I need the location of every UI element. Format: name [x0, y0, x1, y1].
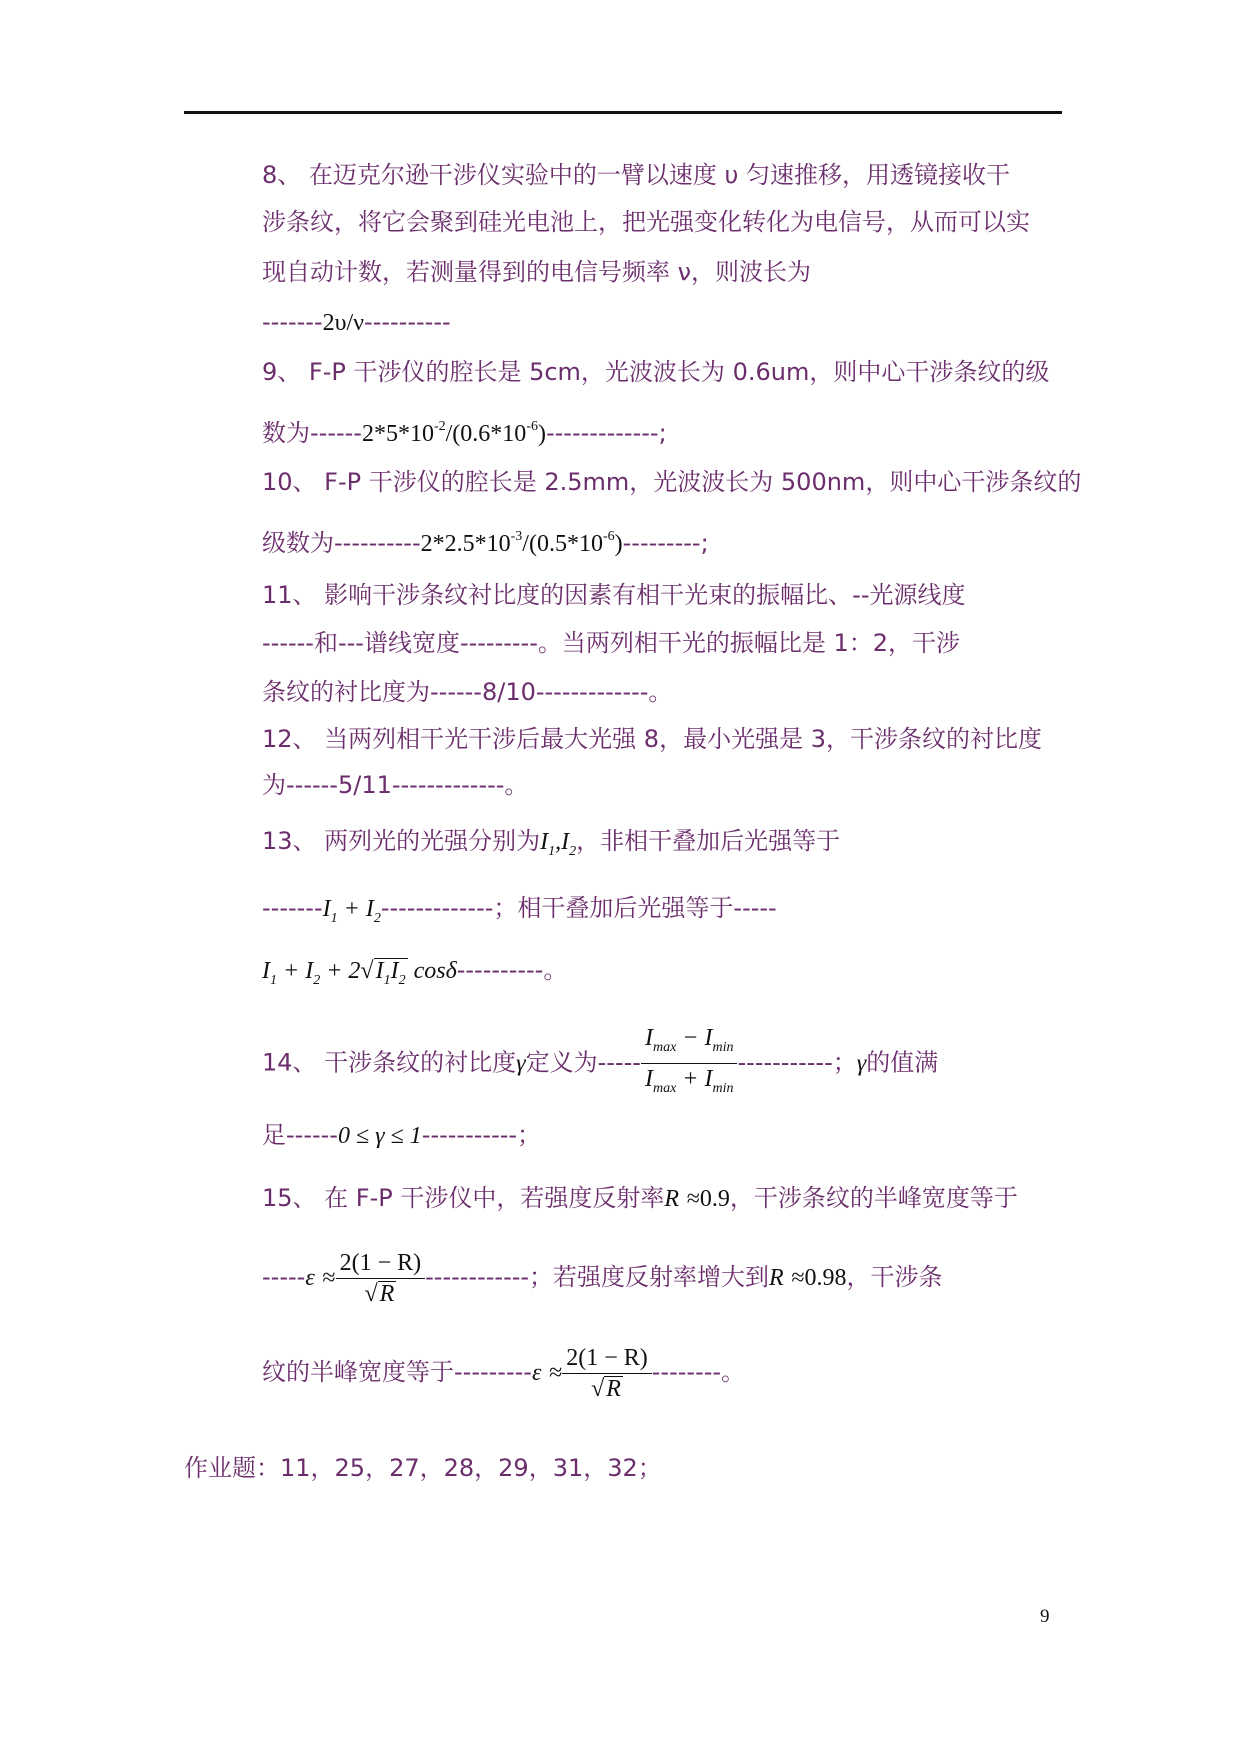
halfwidth-fraction-1: $\frac{2(1 - R)}{√R}$ [336, 1250, 426, 1307]
q14-line-1: 14、 干涉条纹的衬比度γ定义为----- $\frac{I_{max} - I_{min}}{I_{max} + I_{min}}$ -----------；γ的值满 [262, 1025, 938, 1085]
homework-line: 作业题：11，25，27，28，29，31，32； [184, 1454, 662, 1482]
page-number: 9 [1040, 1606, 1050, 1627]
q8-answer-line: -------2υ/ν---------- [262, 308, 451, 336]
q13-line-3: $I_1 + I_2 + 2√I_1I_2$ cosδ----------。 [262, 955, 567, 996]
q12-line-1: 12、 当两列相干光干涉后最大光强 8，最小光强是 3，干涉条纹的衬比度 [262, 725, 1042, 753]
q11-line-3: 条纹的衬比度为------8/10-------------。 [262, 678, 673, 706]
q13-line-2: $-------I_1 + I_2-------------$；相干叠加后光强等于----- [262, 894, 777, 926]
halfwidth-fraction-2: $\frac{2(1 - R)}{√R}$ [562, 1345, 652, 1402]
q10-line-2: 级数为$----------2*2.5*10^{-3}/(0.5*10^{-6})---------$; [262, 529, 709, 557]
q15-line-3: 纹的半峰宽度等于---------ε ≈ $\frac{2(1 - R)}{√R}$ --------。 [262, 1344, 746, 1402]
contrast-fraction: $\frac{I_{max} - I_{min}}{I_{max} + I_{min}}$ [641, 1025, 738, 1102]
q13-line-1: 13、 两列光的光强分别为$I_1,I_2$，非相干叠加后光强等于 [262, 827, 841, 859]
q10-answer: $2*2.5*10^{-3}/(0.5*10^{-6})$ [420, 529, 623, 557]
q10-line-1: 10、 F-P 干涉仪的腔长是 2.5mm，光波波长为 500nm，则中心干涉条纹的 [262, 468, 1082, 496]
q8-line-3: 现自动计数，若测量得到的电信号频率 ν，则波长为 [262, 258, 812, 286]
q9-line-2: 数为$------2*5*10^{-2}/(0.6*10^{-6})-------------$; [262, 419, 667, 447]
q11-line-1: 11、 影响干涉条纹衬比度的因素有相干光束的振幅比、--光源线度 [262, 581, 966, 609]
q9-answer: $2*5*10^{-2}/(0.6*10^{-6})$ [361, 419, 546, 447]
q9-line-1: 9、 F-P 干涉仪的腔长是 5cm，光波波长为 0.6um，则中心干涉条纹的级 [262, 358, 1050, 386]
q13-coherent-sum: $I_1 + I_2 + 2√I_1I_2$ cosδ [262, 958, 457, 984]
gamma-symbol: γ [516, 1050, 526, 1077]
q8-line-2: 涉条纹，将它会聚到硅光电池上，把光强变化转化为电信号，从而可以实 [262, 208, 1030, 236]
q13-intensities: $I_1,I_2$ [540, 829, 577, 859]
q11-line-2: ------和---谱线宽度---------。当两列相干光的振幅比是 1：2，干涉 [262, 629, 961, 657]
header-rule [184, 111, 1062, 114]
q15-line-2: -----ε ≈ $\frac{2(1 - R)}{√R}$ ------------；若强度反射率增大到R ≈0.98，干涉条 [262, 1249, 943, 1307]
q13-incoherent-sum: $I_1 + I_2$ [322, 896, 381, 926]
q8-answer: 2υ/ν [322, 310, 365, 336]
q12-line-2: 为------5/11-------------。 [262, 771, 529, 799]
q8-line-1: 8、 在迈克尔逊干涉仪实验中的一臂以速度 υ 匀速推移，用透镜接收干 [262, 161, 1011, 189]
q14-line-2: 足------0 ≤ γ ≤ 1-----------； [262, 1121, 542, 1149]
q14-inequality: 0 ≤ γ ≤ 1 [337, 1123, 422, 1149]
q15-line-1: 15、 在 F-P 干涉仪中，若强度反射率R ≈0.9，干涉条纹的半峰宽度等于 [262, 1184, 1018, 1212]
